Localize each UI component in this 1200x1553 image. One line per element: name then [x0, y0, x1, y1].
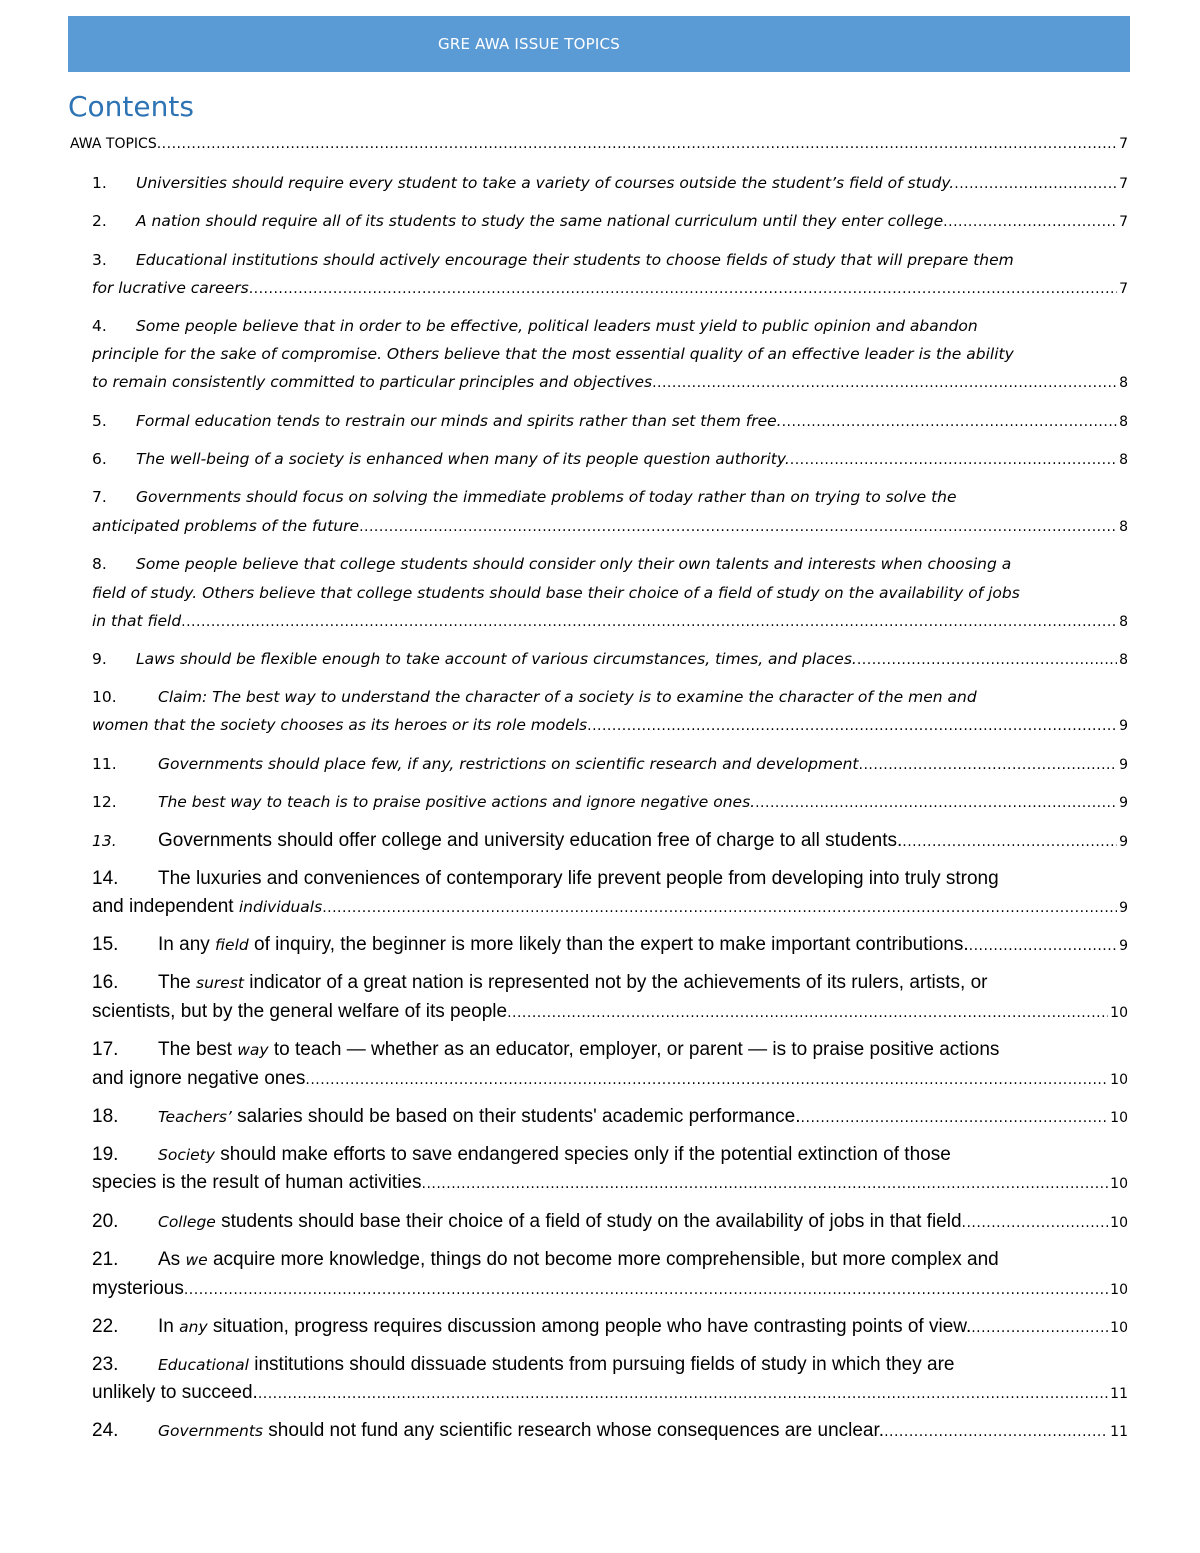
toc-entry-text: The best way to teach is to praise positive actions and ignore negative ones. [158, 793, 756, 811]
toc-entry-text: Governments should place few, if any, restrictions on scientific research and development [158, 755, 859, 773]
toc-entry-text: institutions should dissuade students from pursuing fields of study in which they are [248, 1354, 955, 1375]
toc-page-number: 9 [1119, 834, 1128, 850]
toc-page-number: 8 [1119, 519, 1128, 535]
toc-leader [857, 652, 1117, 668]
toc-entry-text-italic: field [215, 936, 249, 954]
toc-entry-number: 15. [92, 934, 119, 955]
toc-entry-text: should not fund any scientific research whose consequences are unclear. [263, 1420, 885, 1441]
toc-entry-text: Laws should be flexible enough to take account of various circumstances, times, and places. [136, 650, 857, 668]
toc-entry-text: The best [158, 1039, 238, 1060]
toc-entry-text-italic: any [179, 1318, 208, 1336]
contents-heading: Contents [68, 90, 194, 123]
toc-entry-text-italic: Educational [158, 1356, 249, 1374]
toc-entry-number: 17. [92, 1039, 119, 1060]
toc-page-number: 9 [1119, 718, 1128, 734]
toc-entry-16-cont[interactable] [92, 1001, 1128, 1029]
toc-leader [652, 375, 1117, 391]
toc-entry-text: Formal education tends to restrain our minds and spirits rather than set them free. [136, 412, 782, 430]
toc-entry-8-cont2[interactable] [92, 612, 1128, 640]
toc-page-number: 10 [1110, 1176, 1128, 1192]
toc-leader [969, 938, 1117, 954]
toc-entry-21-cont[interactable] [92, 1278, 1128, 1306]
toc-leader [859, 757, 1118, 773]
toc-leader [157, 136, 1117, 152]
toc-entry-1[interactable] [92, 174, 1128, 202]
toc-entry-number: 22. [92, 1316, 119, 1337]
toc-entry-label: AWA TOPICS [70, 136, 157, 152]
toc-entry-10-cont[interactable] [92, 716, 1128, 744]
toc-leader [755, 795, 1117, 811]
toc-leader [305, 1072, 1108, 1088]
toc-entry-text: and ignore negative ones [92, 1068, 306, 1089]
toc-page-number: 7 [1119, 214, 1128, 230]
toc-entry-number: 11. [92, 755, 117, 773]
toc-entry-24[interactable] [92, 1420, 1128, 1448]
toc-page-number: 8 [1119, 375, 1128, 391]
toc-entry-number: 18. [92, 1106, 119, 1127]
toc-leader [249, 281, 1117, 297]
toc-page-number: 8 [1119, 452, 1128, 468]
toc-entry-number: 23. [92, 1354, 119, 1375]
toc-entry-text: Governments should offer college and university education free of charge to all students. [158, 830, 903, 851]
toc-entry-number: 1. [92, 174, 107, 192]
toc-entry-text: of inquiry, the beginner is more likely than the expert to make important contributions. [248, 934, 969, 955]
toc-entry-text: anticipated problems of the future [92, 517, 360, 535]
toc-entry-text: Claim: The best way to understand the character of a society is to examine the character of the men and [158, 688, 977, 706]
toc-page-number: 7 [1119, 281, 1128, 297]
toc-entry-text-italic: we [185, 1251, 208, 1269]
toc-page-number: 8 [1119, 652, 1128, 668]
toc-entry-9[interactable] [92, 650, 1128, 678]
toc-entry-text: A nation should require all of its students to study the same national curriculum until they enter college [136, 212, 944, 230]
toc-page-number: 9 [1119, 900, 1128, 916]
toc-entry-5[interactable] [92, 412, 1128, 440]
toc-entry-23-cont[interactable] [92, 1382, 1128, 1410]
toc-leader [359, 519, 1117, 535]
toc-entry-number: 13. [92, 832, 117, 850]
toc-entry-number: 6. [92, 450, 107, 468]
toc-entry-17[interactable] [92, 1039, 1128, 1067]
toc-entry-number: 21. [92, 1249, 119, 1270]
toc-entry-2[interactable] [92, 212, 1128, 240]
toc-leader [422, 1176, 1109, 1192]
toc-page-number: 9 [1119, 757, 1128, 773]
toc-entry-number: 8. [92, 555, 107, 573]
toc-entry-17-cont[interactable] [92, 1068, 1128, 1096]
toc-entry-13[interactable] [92, 830, 1128, 858]
toc-leader [962, 1215, 1109, 1231]
toc-entry-19-cont[interactable] [92, 1172, 1128, 1200]
toc-leader [954, 176, 1117, 192]
toc-entry-text-italic: way [237, 1041, 269, 1059]
toc-entry-4-cont2[interactable] [92, 373, 1128, 401]
toc-entry-text-italic: surest [196, 974, 244, 992]
toc-entry-8[interactable] [92, 555, 1128, 583]
toc-entry-text: The luxuries and conveniences of contemporary life prevent people from developing into truly strong [158, 868, 999, 889]
toc-entry-number: 10. [92, 688, 117, 706]
toc-entry-text: to remain consistently committed to particular principles and objectives [92, 373, 653, 391]
toc-page-number: 9 [1119, 795, 1128, 811]
toc-leader [322, 900, 1117, 916]
toc-leader [181, 614, 1117, 630]
toc-entry-number: 4. [92, 317, 107, 335]
toc-entry-text: indicator of a great nation is represented not by the achievements of its rulers, artists, or [244, 972, 988, 993]
toc-entry-number: 14. [92, 868, 119, 889]
toc-entry-text: in that field [92, 612, 182, 630]
toc-entry-text-italic: Teachers’ [158, 1108, 232, 1126]
toc-entry-text: The well-being of a society is enhanced when many of its people question authority. [136, 450, 790, 468]
toc-entry-19[interactable] [92, 1144, 1128, 1172]
toc-page-number: 9 [1119, 938, 1128, 954]
toc-entry-7[interactable] [92, 488, 1128, 516]
toc-entry-text: Universities should require every student to take a variety of courses outside the student’s field of study. [136, 174, 955, 192]
toc-entry-text: Some people believe that college students should consider only their own talents and interests when choosing a [136, 555, 1012, 573]
toc-page-number: 8 [1119, 414, 1128, 430]
toc-entry-21[interactable] [92, 1249, 1128, 1277]
toc-entry-number: 24. [92, 1420, 119, 1441]
toc-page-number: 11 [1110, 1424, 1128, 1440]
toc-entry-text: principle for the sake of compromise. Others believe that the most essential quality of an effective leader is the ability [92, 345, 1014, 363]
toc-entry-3-cont[interactable] [92, 279, 1128, 307]
toc-leader [801, 1110, 1109, 1126]
toc-entry-22[interactable] [92, 1316, 1128, 1344]
toc-entry-text: unlikely to succeed. [92, 1382, 258, 1403]
toc-entry-text: field of study. Others believe that college students should base their choice of a field of study on the availability of jobs [92, 584, 1020, 602]
toc-entry-number: 5. [92, 412, 107, 430]
toc-entry-text: As [158, 1249, 186, 1270]
toc-entry-number: 2. [92, 212, 107, 230]
toc-page-number: 10 [1110, 1215, 1128, 1231]
toc-entry-15[interactable] [92, 934, 1128, 962]
toc-entry-number: 16. [92, 972, 119, 993]
toc-page-number: 7 [1119, 136, 1128, 152]
toc-leader [184, 1282, 1108, 1298]
toc-entry-12[interactable] [92, 793, 1128, 821]
toc-entry-text-italic: College [158, 1213, 216, 1231]
toc-entry-text: students should base their choice of a field of study on the availability of jobs in that field [215, 1211, 962, 1232]
toc-entry-11[interactable] [92, 755, 1128, 783]
toc-leader [943, 214, 1117, 230]
toc-entry-4-cont[interactable] [92, 345, 1128, 373]
toc-entry-number: 7. [92, 488, 107, 506]
toc-leader [507, 1005, 1108, 1021]
toc-entry-text-italic: Society [158, 1146, 215, 1164]
toc-entry-text: for lucrative careers [92, 279, 249, 297]
toc-page-number: 10 [1110, 1320, 1128, 1336]
toc-entry-text: women that the society chooses as its heroes or its role models [92, 716, 588, 734]
toc-leader [258, 1386, 1108, 1402]
document-header-bar [68, 16, 1130, 72]
toc-page-number: 10 [1110, 1072, 1128, 1088]
toc-page-number: 10 [1110, 1005, 1128, 1021]
toc-entry-text: Governments should focus on solving the immediate problems of today rather than on trying to solve the [136, 488, 957, 506]
toc-page-number: 11 [1110, 1386, 1128, 1402]
toc-entry-14-cont[interactable] [92, 896, 1128, 924]
toc-leader [782, 414, 1117, 430]
toc-entry-number: 19. [92, 1144, 119, 1165]
toc-entry-20[interactable] [92, 1211, 1128, 1239]
toc-leader [884, 1424, 1108, 1440]
toc-entry-4[interactable] [92, 317, 1128, 345]
toc-entry-number: 12. [92, 793, 117, 811]
toc-leader [971, 1320, 1108, 1336]
toc-entry-3[interactable] [92, 251, 1128, 279]
toc-entry-text: mysterious [92, 1278, 184, 1299]
toc-entry-text: to teach — whether as an educator, employer, or parent — is to praise positive actions [268, 1039, 1000, 1060]
toc-entry-number: 20. [92, 1211, 119, 1232]
toc-entry-16[interactable] [92, 972, 1128, 1000]
toc-entry-text: In [158, 1316, 180, 1337]
toc-entry-10[interactable] [92, 688, 1128, 716]
toc-leader [902, 834, 1117, 850]
toc-entry-18[interactable] [92, 1106, 1128, 1134]
toc-entry-text: The [158, 972, 197, 993]
toc-entry-number: 9. [92, 650, 107, 668]
toc-entry-text: Some people believe that in order to be effective, political leaders must yield to public opinion and abandon [136, 317, 978, 335]
toc-entry-6[interactable] [92, 450, 1128, 478]
toc-leader [587, 718, 1117, 734]
toc-page-number: 7 [1119, 176, 1128, 192]
toc-entry-text: situation, progress requires discussion among people who have contrasting points of view. [207, 1316, 972, 1337]
toc-entry-text-italic: Governments [158, 1422, 264, 1440]
toc-entry-awa-topics[interactable] [70, 136, 1128, 164]
toc-page-number: 10 [1110, 1110, 1128, 1126]
toc-entry-text: should make efforts to save endangered species only if the potential extinction of those [214, 1144, 951, 1165]
toc-entry-14[interactable] [92, 868, 1128, 896]
toc-entry-text: acquire more knowledge, things do not become more comprehensible, but more complex and [207, 1249, 999, 1270]
toc-page-number: 8 [1119, 614, 1128, 630]
toc-entry-text: Educational institutions should actively encourage their students to choose fields of study that will prepare them [136, 251, 1014, 269]
toc-entry-number: 3. [92, 251, 107, 269]
toc-entry-text: In any [158, 934, 216, 955]
header-title: GRE AWA ISSUE TOPICS [438, 35, 620, 53]
toc-entry-text: scientists, but by the general welfare of its people [92, 1001, 508, 1022]
toc-entry-text: species is the result of human activities [92, 1172, 422, 1193]
toc-entry-text: and independent [92, 896, 239, 917]
toc-entry-text-italic: individuals [238, 898, 323, 916]
toc-entry-text: salaries should be based on their students' academic performance. [231, 1106, 801, 1127]
toc-page-number: 10 [1110, 1282, 1128, 1298]
toc-entry-23[interactable] [92, 1354, 1128, 1382]
toc-entry-8-cont[interactable] [92, 584, 1128, 612]
toc-leader [790, 452, 1117, 468]
toc-entry-7-cont[interactable] [92, 517, 1128, 545]
